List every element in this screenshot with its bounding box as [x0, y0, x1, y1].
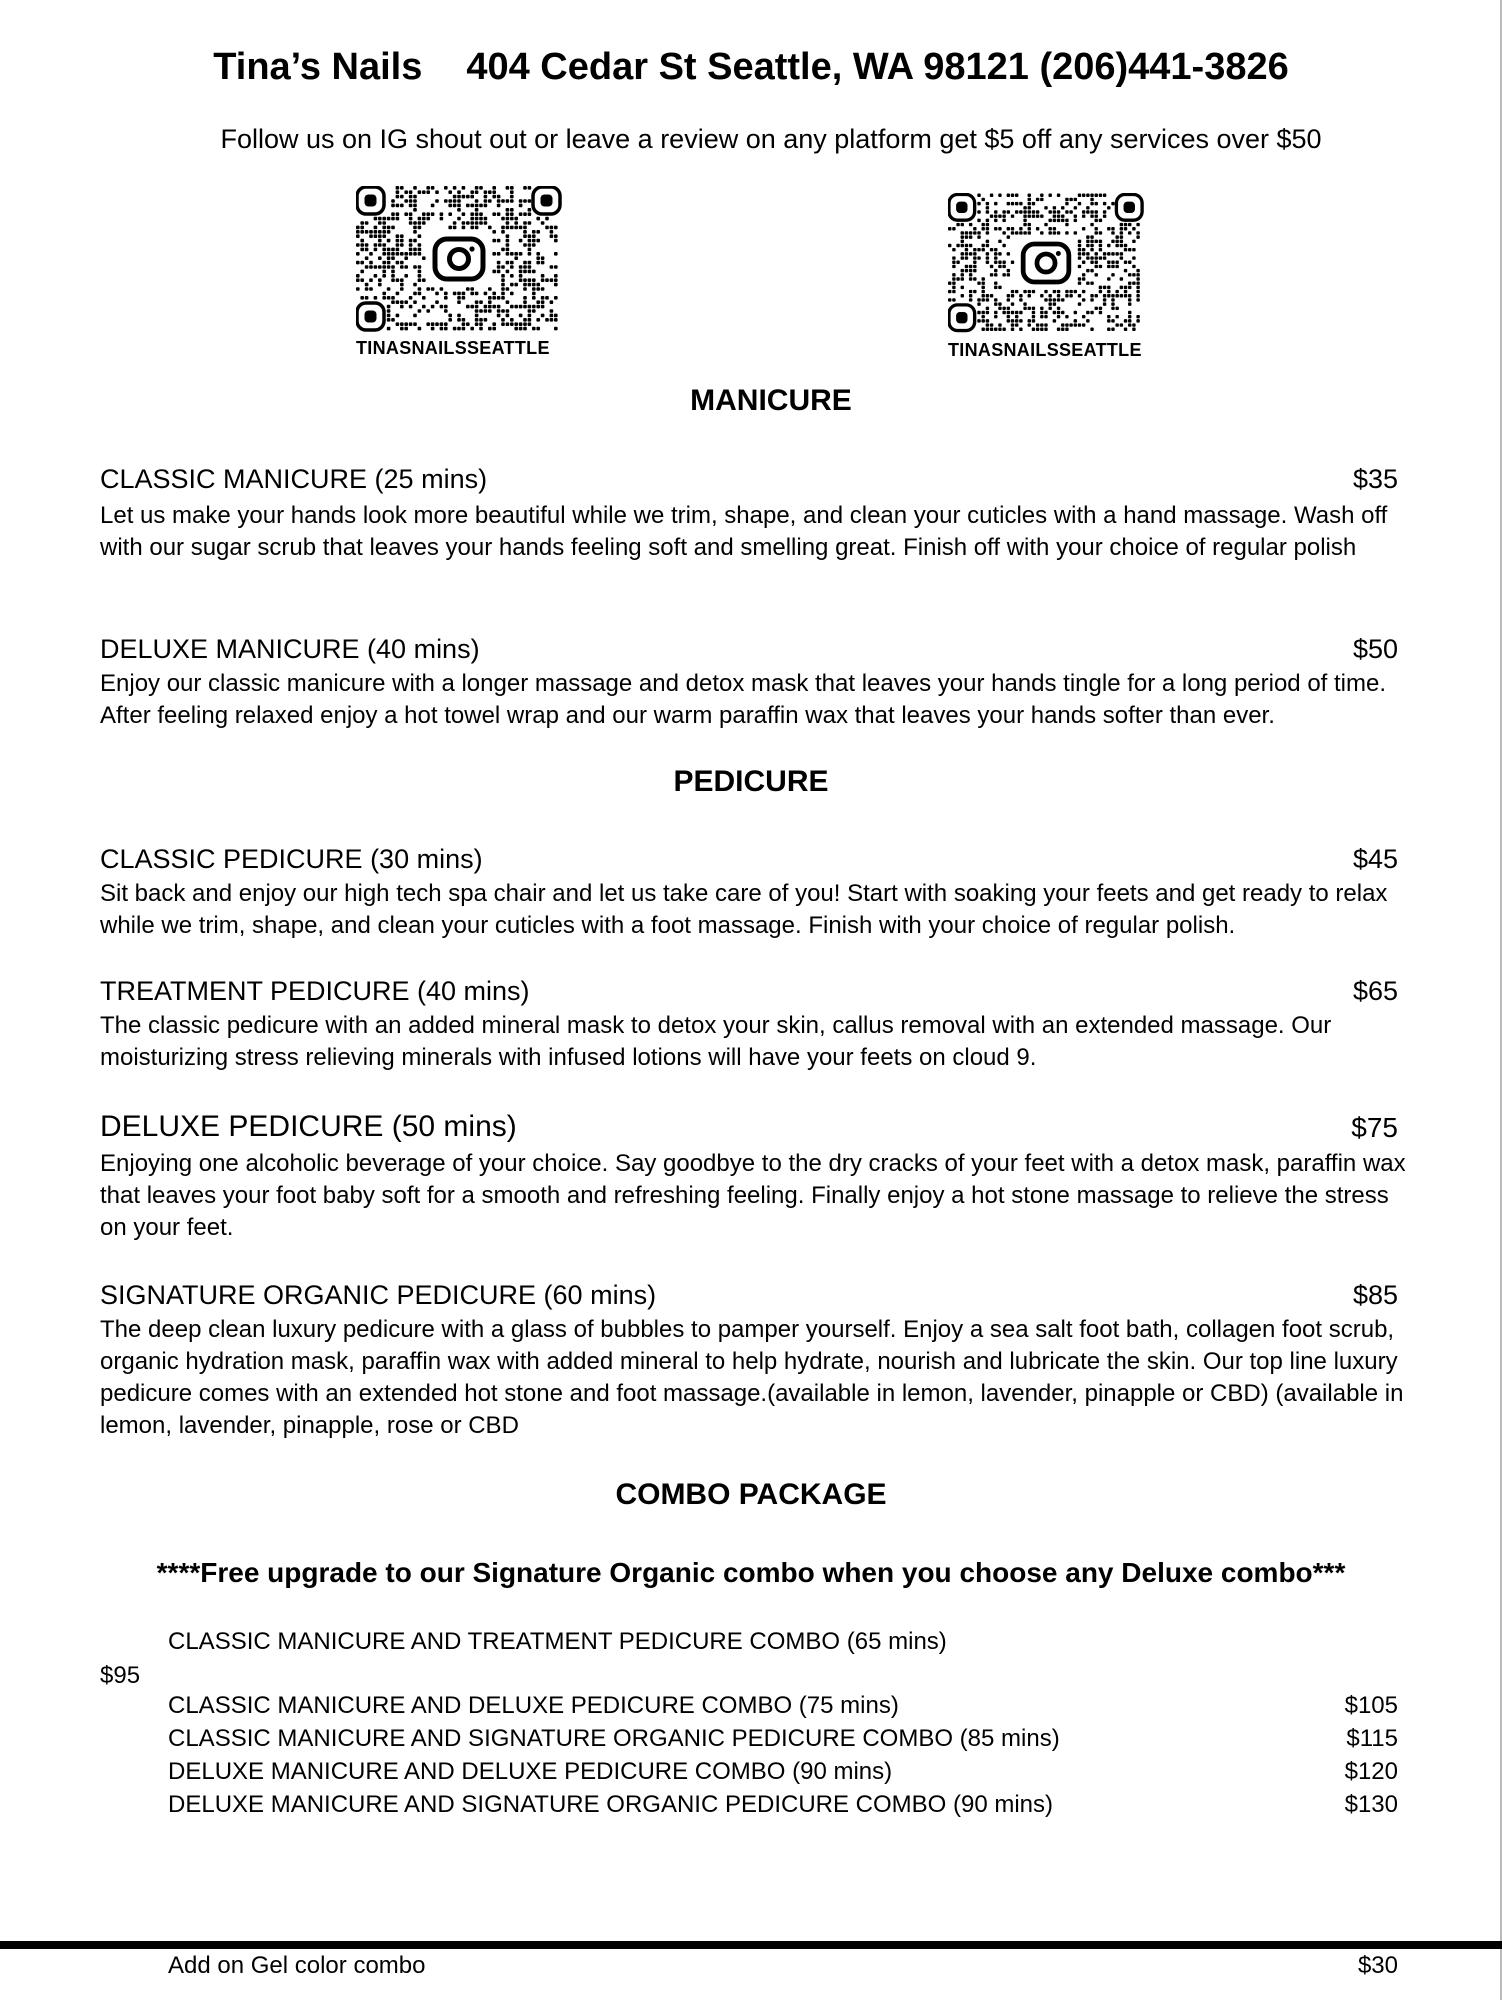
combo-title: COMBO PACKAGE	[615, 1478, 887, 1511]
combo-name: CLASSIC MANICURE AND DELUXE PEDICURE COMBO (75 mins)	[168, 1692, 899, 1719]
service-name: DELUXE MANICURE (40 mins)	[100, 634, 480, 664]
combo-price: $115	[1346, 1725, 1398, 1752]
service-description: The classic pedicure with an added mineral mask to detox your skin, callus removal with an extended massage. Our moisturizing stress relieving minerals with infused lotions will have your feets on cloud 9.	[100, 1012, 1332, 1071]
service-price: $65	[1352, 976, 1398, 1006]
page-header	[0, 46, 1502, 89]
service-name: SIGNATURE ORGANIC PEDICURE (60 mins)	[100, 1280, 657, 1310]
instagram-qr-icon	[356, 186, 562, 332]
combo-price: $105	[1344, 1692, 1398, 1719]
combo-price: $130	[1344, 1791, 1398, 1818]
combo-name: DELUXE MANICURE AND SIGNATURE ORGANIC PEDICURE COMBO (90 mins)	[168, 1791, 1054, 1818]
addon-name: Add on Gel color combo	[168, 1952, 426, 1979]
addon-price: $30	[1357, 1952, 1398, 1979]
service-price: $35	[1352, 464, 1398, 494]
service-price: $75	[1351, 1112, 1398, 1143]
combo-notice: ****Free upgrade to our Signature Organic combo when you choose any Deluxe combo***	[156, 1557, 1346, 1588]
shop-name: Tina’s Nails	[213, 46, 423, 88]
qr-label-right: TINASNAILSSEATTLE	[948, 340, 1142, 360]
shop-address-phone: 404 Cedar St Seattle, WA 98121 (206)441-3826	[466, 46, 1289, 88]
qr-label-left: TINASNAILSSEATTLE	[356, 338, 550, 358]
divider-rule	[0, 1941, 1502, 1949]
service-description: The deep clean luxury pedicure with a glass of bubbles to pamper yourself. Enjoy a sea salt foot bath, collagen foot scrub, organic hydration mask, paraffin wax with added mineral to help hydrate, nourish and lubricate the skin. Our top line luxury pedicure comes with an extended hot stone and foot massage.(available in lemon, lavender, pinapple or CBD) (available in lemon, lavender, pinapple, rose or CBD	[100, 1316, 1404, 1439]
service-price: $50	[1352, 634, 1398, 664]
combo-name: DELUXE MANICURE AND DELUXE PEDICURE COMBO (90 mins)	[168, 1758, 893, 1785]
service-description: Let us make your hands look more beautiful while we trim, shape, and clean your cuticles with a hand massage. Wash off with our sugar scrub that leaves your hands feeling soft and smelling great. Finish off with your choice of regular polish	[100, 502, 1388, 561]
service-name: CLASSIC MANICURE (25 mins)	[100, 464, 488, 494]
instagram-qr-icon	[948, 193, 1144, 333]
combo-name: CLASSIC MANICURE AND SIGNATURE ORGANIC PEDICURE COMBO (85 mins)	[168, 1725, 1060, 1752]
promo-text: Follow us on IG shout out or leave a review on any platform get $5 off any services over $50	[220, 124, 1322, 154]
manicure-title: MANICURE	[690, 384, 852, 417]
service-price: $85	[1352, 1280, 1398, 1310]
combo-name: CLASSIC MANICURE AND TREATMENT PEDICURE COMBO (65 mins)	[168, 1628, 947, 1655]
qr-code-right	[948, 193, 1144, 333]
combo-price: $120	[1344, 1758, 1398, 1785]
qr-code-left	[356, 186, 562, 332]
service-description: Enjoying one alcoholic beverage of your choice. Say goodbye to the dry cracks of your feet with a detox mask, paraffin wax that leaves your foot baby soft for a smooth and refreshing feeling. Finally enjoy a hot stone massage to relieve the stress on your feet.	[100, 1150, 1406, 1241]
pedicure-title: PEDICURE	[673, 765, 829, 798]
service-price: $45	[1352, 844, 1398, 874]
service-description: Sit back and enjoy our high tech spa chair and let us take care of you! Start with soaking your feets and get ready to relax while we trim, shape, and clean your cuticles with a foot massage. Finish with your choice of regular polish.	[100, 880, 1388, 939]
service-name: TREATMENT PEDICURE (40 mins)	[100, 976, 530, 1006]
combo-price: $95	[100, 1662, 141, 1689]
service-description: Enjoy our classic manicure with a longer massage and detox mask that leaves your hands tingle for a long period of time. After feeling relaxed enjoy a hot towel wrap and our warm paraffin wax that leaves your hands softer than ever.	[100, 670, 1387, 729]
service-name: CLASSIC PEDICURE (30 mins)	[100, 844, 483, 874]
service-name: DELUXE PEDICURE (50 mins)	[100, 1110, 517, 1143]
